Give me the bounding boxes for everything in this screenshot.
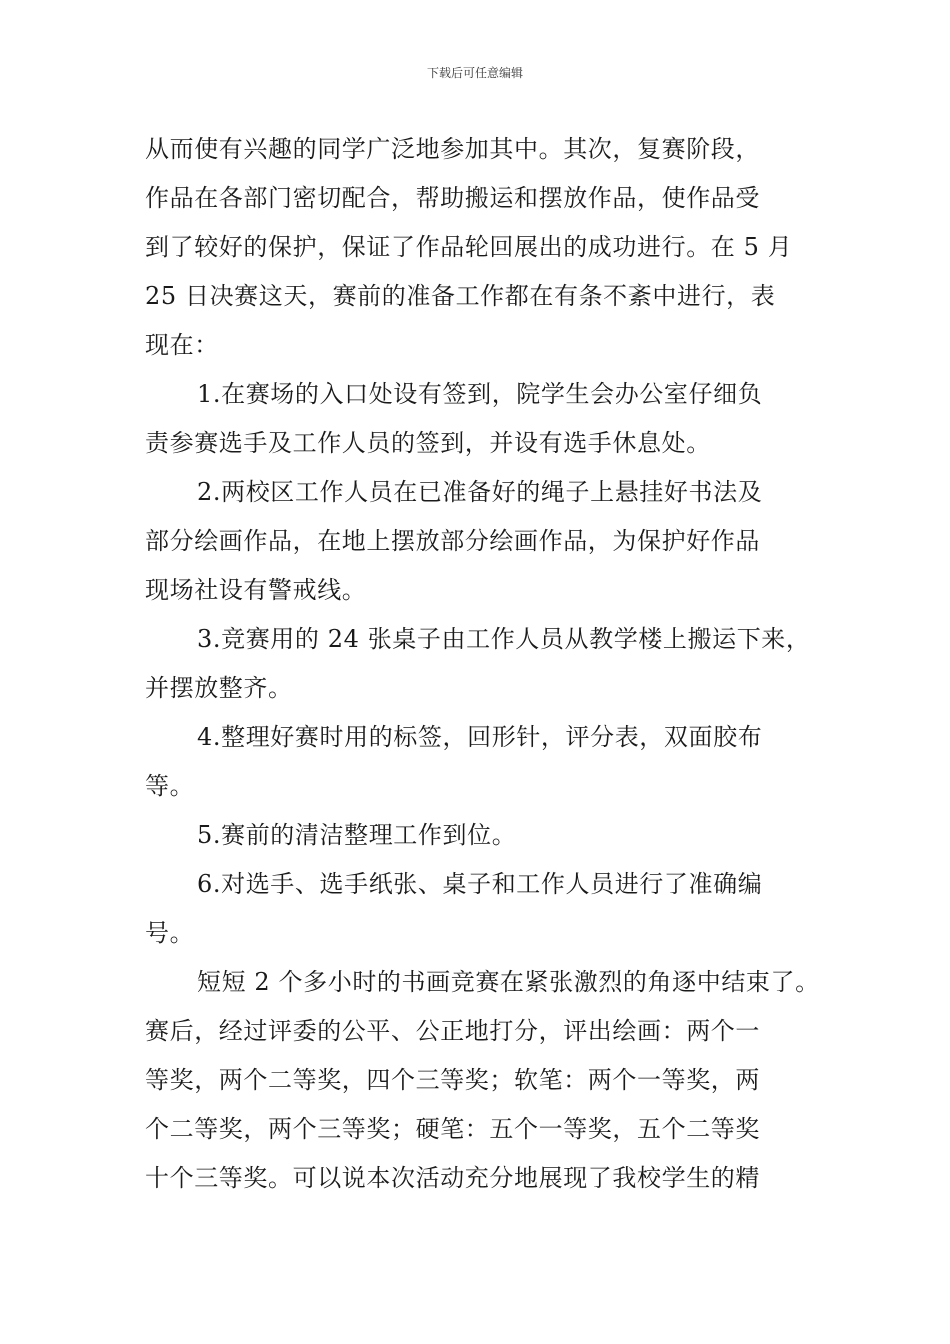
text-line: 到了较好的保护，保证了作品轮回展出的成功进行。在 5 月: [145, 233, 793, 261]
text-line: 5.赛前的清洁整理工作到位。: [197, 821, 517, 849]
text-line: 作品在各部门密切配合，帮助搬运和摆放作品，使作品受: [145, 184, 760, 212]
text-line: 3.竞赛用的 24 张桌子由工作人员从教学楼上搬运下来，: [197, 625, 811, 653]
text-line: 6.对选手、选手纸张、桌子和工作人员进行了准确编: [197, 870, 763, 898]
text-line: 责参赛选手及工作人员的签到，并设有选手休息处。: [145, 429, 711, 457]
text-line: 25 日决赛这天，赛前的准备工作都在有条不紊中进行，表: [145, 282, 776, 310]
text-line: 个二等奖，两个三等奖；硬笔：五个一等奖，五个二等奖: [145, 1115, 760, 1143]
text-line: 从而使有兴趣的同学广泛地参加其中。其次，复赛阶段，: [145, 135, 760, 163]
text-line: 4.整理好赛时用的标签，回形针，评分表，双面胶布: [197, 723, 763, 751]
text-line: 2.两校区工作人员在已准备好的绳子上悬挂好书法及: [197, 478, 763, 506]
document-body: [145, 125, 820, 1203]
page-header: 下载后可任意编辑: [426, 66, 523, 80]
text-line: 赛后，经过评委的公平、公正地打分，评出绘画：两个一: [145, 1017, 760, 1045]
text-line: 现在：: [145, 331, 219, 359]
text-line: 号。: [145, 919, 195, 947]
text-line: 短短 2 个多小时的书画竞赛在紧张激烈的角逐中结束了。: [197, 968, 820, 996]
text-line: 等奖，两个二等奖，四个三等奖；软笔：两个一等奖，两: [145, 1066, 760, 1094]
text-line: 1.在赛场的入口处设有签到，院学生会办公室仔细负: [197, 380, 763, 408]
text-line: 等。: [145, 772, 195, 800]
text-line: 并摆放整齐。: [145, 674, 293, 702]
text-line: 十个三等奖。可以说本次活动充分地展现了我校学生的精: [145, 1164, 760, 1192]
text-line: 部分绘画作品，在地上摆放部分绘画作品，为保护好作品: [145, 527, 760, 555]
text-line: 现场社设有警戒线。: [145, 576, 367, 604]
